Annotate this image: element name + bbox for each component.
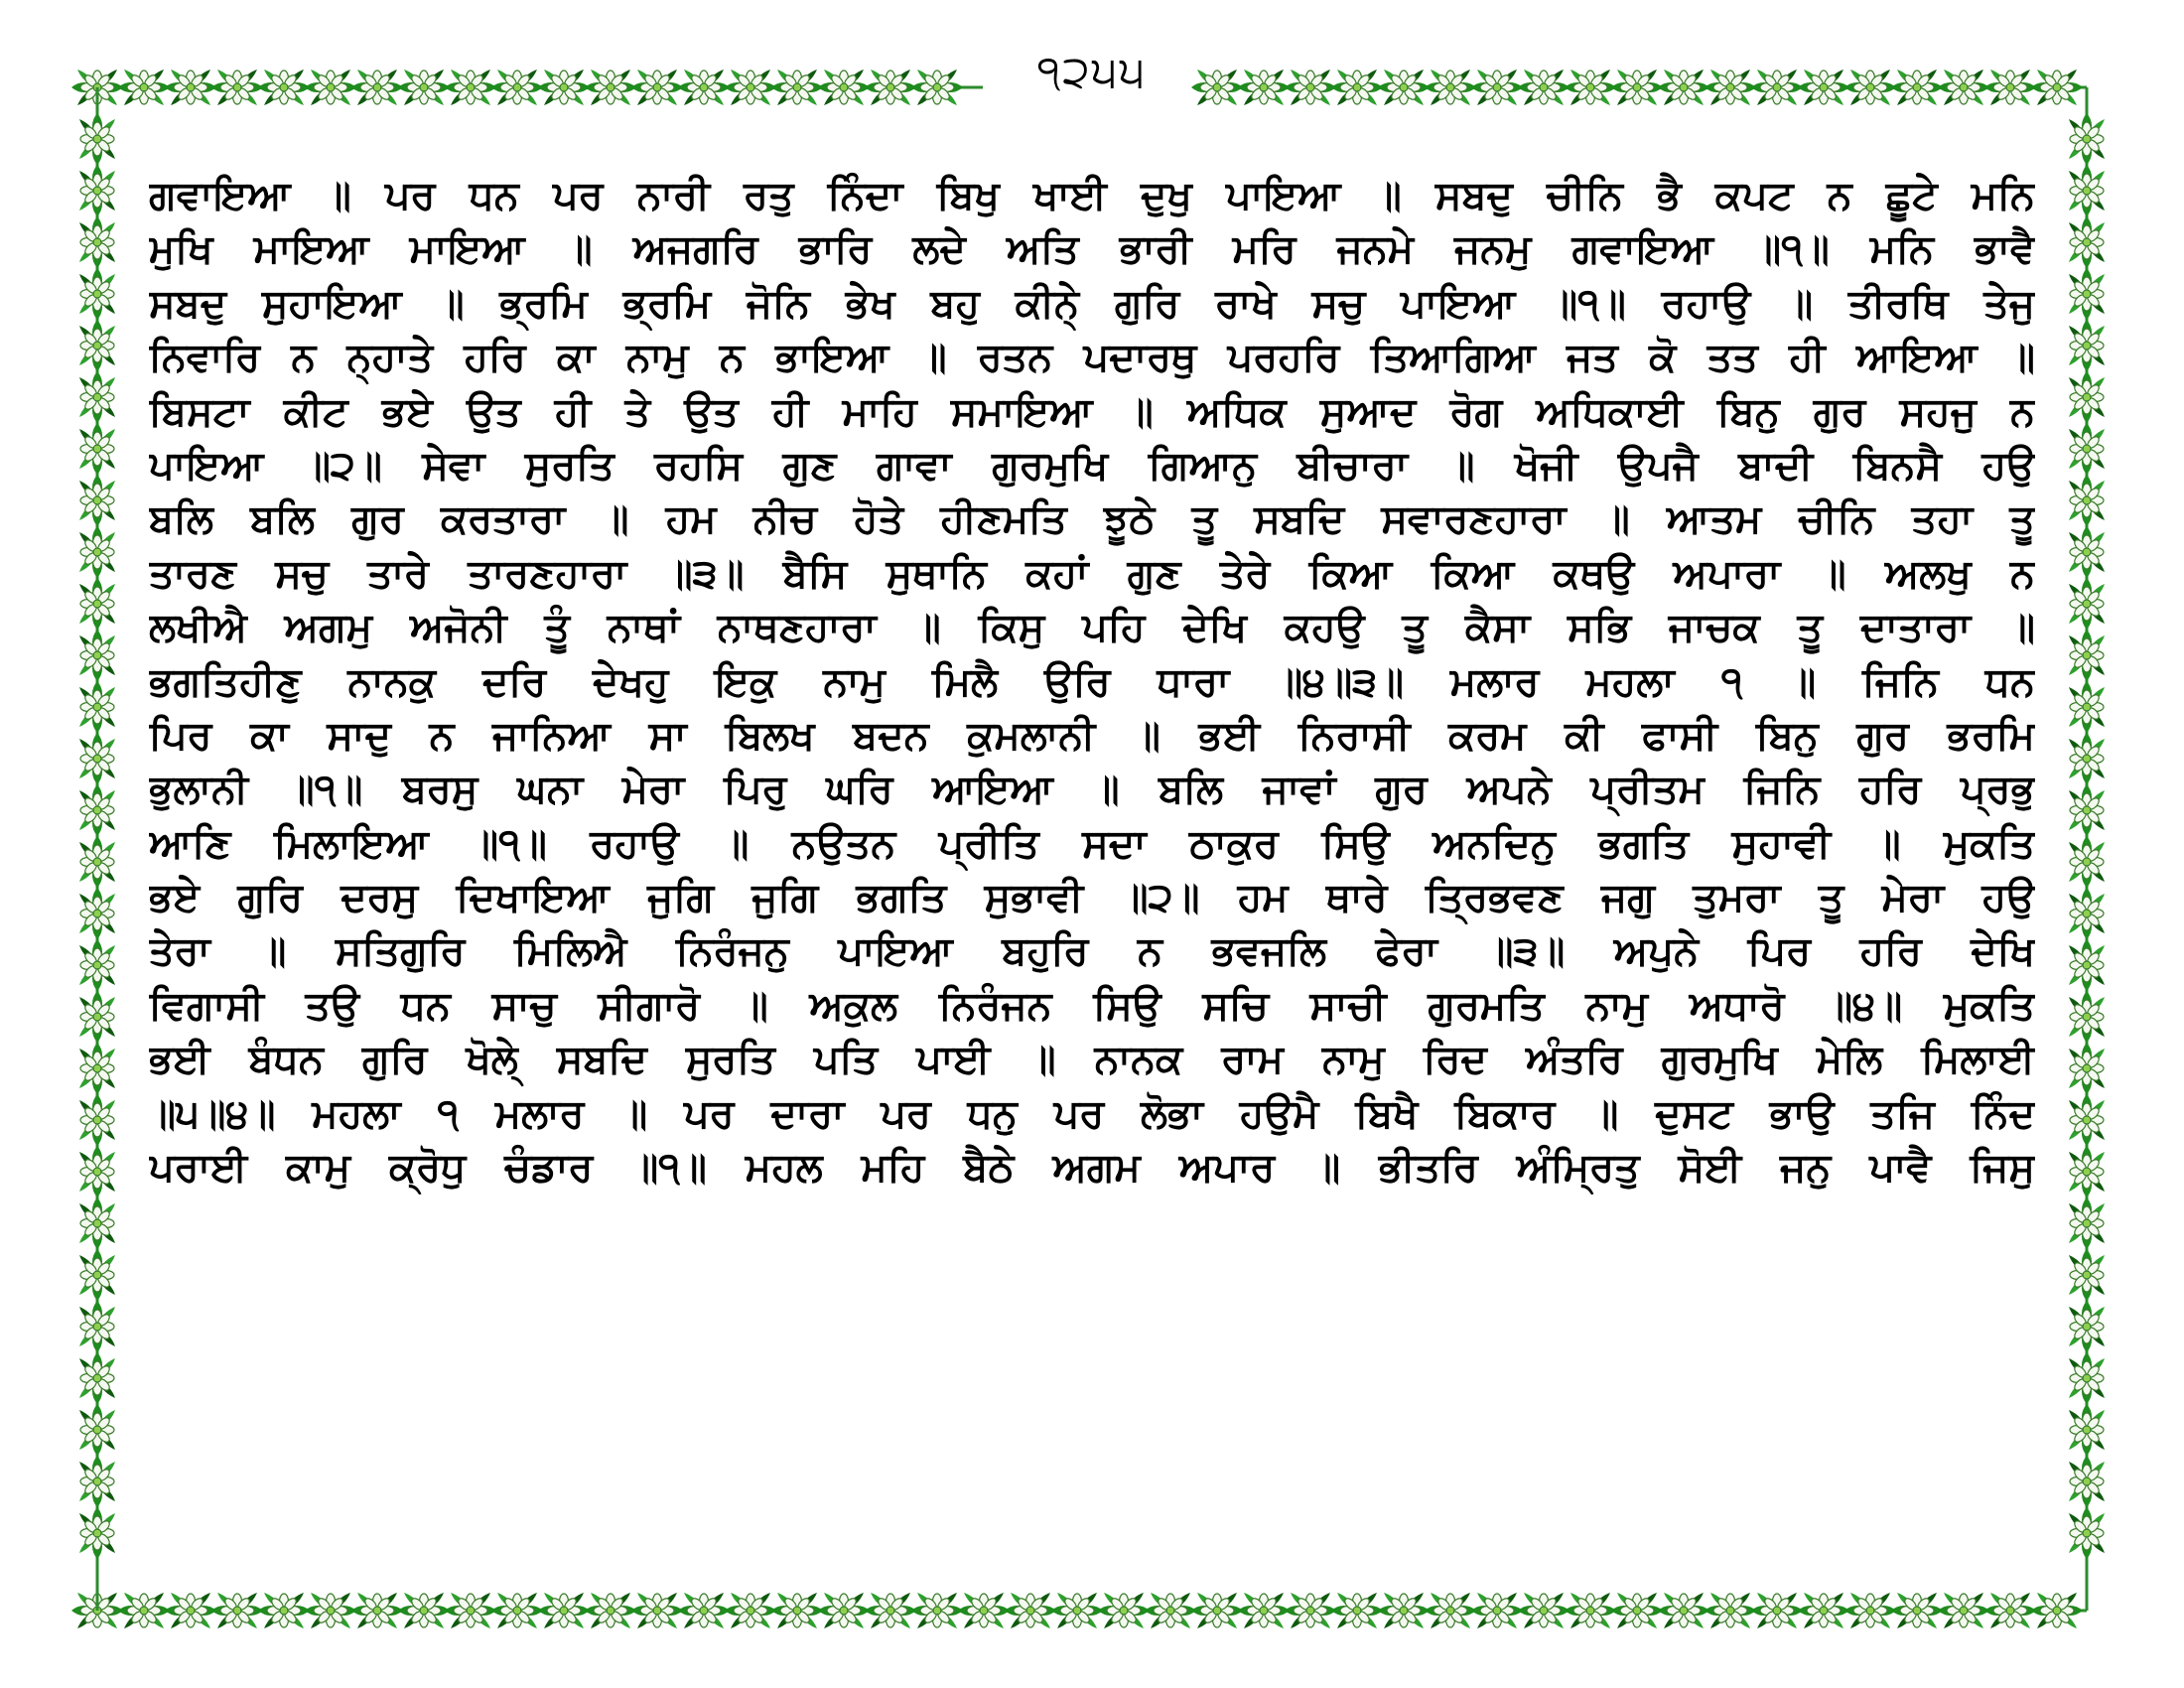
flower-vine-icon bbox=[2069, 1146, 2105, 1197]
flower-vine-icon bbox=[2069, 320, 2105, 371]
flower-vine-icon bbox=[1705, 70, 1756, 105]
flower-vine-icon bbox=[79, 681, 115, 733]
flower-vine-icon bbox=[2069, 1197, 2105, 1249]
verse-line: ਭੁਲਾਨੀ ॥੧॥ ਬਰਸੁ ਘਨਾ ਮੇਰਾ ਪਿਰੁ ਘਰਿ ਆਇਆ ॥ ਬਲਿ ਜਾਵਾਂ ਗੁਰ ਅਪਨੇ ਪ੍ਰੀਤਮ ਜਿਨਿ ਹਰਿ ਪ੍ਰਭੁ bbox=[149, 767, 2035, 813]
flower-vine-icon bbox=[1518, 70, 1570, 105]
flower-vine-icon bbox=[79, 1043, 115, 1094]
flower-vine-icon bbox=[865, 70, 916, 105]
flower-vine-icon bbox=[1798, 70, 1849, 105]
verse-line: ਬਲਿ ਬਲਿ ਗੁਰ ਕਰਤਾਰਾ ॥ ਹਮ ਨੀਚ ਹੋਤੇ ਹੀਣਮਤਿ ਝੂਠੇ ਤੂ ਸਬਦਿ ਸਵਾਰਣਹਾਰਾ ॥ ਆਤਮ ਚੀਨਿ ਤਹਾ ਤੂ bbox=[149, 496, 2035, 543]
flower-vine-icon bbox=[79, 991, 115, 1043]
flower-vine-icon bbox=[491, 70, 543, 105]
flower-vine-icon bbox=[351, 70, 403, 105]
verse-line: ॥੫॥੪॥ ਮਹਲਾ ੧ ਮਲਾਰ ॥ ਪਰ ਦਾਰਾ ਪਰ ਧਨੁ ਪਰ ਲੋਭਾ ਹਉਮੈ ਬਿਖੈ ਬਿਕਾਰ ॥ ਦੁਸਟ ਭਾਉ ਤਜਿ ਨਿੰਦ bbox=[149, 1090, 2035, 1137]
flower-vine-icon bbox=[305, 1593, 356, 1628]
verse-line: ਲਖੀਐ ਅਗਮੁ ਅਜੋਨੀ ਤੂੰ ਨਾਥਾਂ ਨਾਥਣਹਾਰਾ ॥ ਕਿਸੁ ਪਹਿ ਦੇਖਿ ਕਹਉ ਤੂ ਕੈਸਾ ਸਭਿ ਜਾਚਕ ਤੂ ਦਾਤਾਰਾ ॥ bbox=[149, 605, 2035, 651]
flower-vine-icon bbox=[1565, 70, 1616, 105]
flower-vine-icon bbox=[1844, 70, 1896, 105]
flower-vine-icon bbox=[1891, 70, 1943, 105]
flower-vine-icon bbox=[2069, 733, 2105, 784]
flower-vine-icon bbox=[79, 268, 115, 320]
flower-vine-icon bbox=[725, 1593, 776, 1628]
flower-vine-icon bbox=[79, 1352, 115, 1404]
flower-vine-icon bbox=[1518, 1593, 1570, 1628]
flower-vine-icon bbox=[2069, 423, 2105, 475]
flower-vine-icon bbox=[2069, 578, 2105, 630]
flower-vine-icon bbox=[2031, 70, 2083, 105]
flower-vine-icon bbox=[1471, 1593, 1523, 1628]
flower-vine-icon bbox=[1331, 1593, 1383, 1628]
flower-vine-icon bbox=[771, 1593, 823, 1628]
flower-vine-icon bbox=[1658, 70, 1709, 105]
flower-vine-icon bbox=[79, 526, 115, 578]
flower-vine-icon bbox=[1751, 70, 1803, 105]
flower-vine-icon bbox=[2069, 1249, 2105, 1301]
flower-vine-icon bbox=[1285, 1593, 1336, 1628]
flower-vine-icon bbox=[211, 70, 263, 105]
flower-vine-icon bbox=[1378, 1593, 1430, 1628]
flower-vine-icon bbox=[1844, 1593, 1896, 1628]
flower-vine-icon bbox=[1005, 1593, 1056, 1628]
flower-vine-icon bbox=[398, 1593, 450, 1628]
verse-line: ਪਿਰ ਕਾ ਸਾਦੁ ਨ ਜਾਨਿਆ ਸਾ ਬਿਲਖ ਬਦਨ ਕੁਮਲਾਨੀ ॥ ਭਈ ਨਿਰਾਸੀ ਕਰਮ ਕੀ ਫਾਸੀ ਬਿਨੁ ਗੁਰ ਭਰਮਿ bbox=[149, 712, 2035, 759]
flower-vine-icon bbox=[2069, 1043, 2105, 1094]
verse-line: ਭਏ ਗੁਰਿ ਦਰਸੁ ਦਿਖਾਇਆ ਜੁਗਿ ਜੁਗਿ ਭਗਤਿ ਸੁਭਾਵੀ ॥੨॥ ਹਮ ਥਾਰੇ ਤ੍ਰਿਭਵਣ ਜਗੁ ਤੁਮਰਾ ਤੂ ਮੇਰਾ ਹਉ bbox=[149, 875, 2035, 921]
flower-vine-icon bbox=[445, 1593, 496, 1628]
flower-vine-icon bbox=[1238, 70, 1290, 105]
flower-vine-icon bbox=[165, 70, 216, 105]
flower-vine-icon bbox=[79, 1094, 115, 1146]
flower-vine-icon bbox=[1891, 1593, 1943, 1628]
flower-vine-icon bbox=[79, 1301, 115, 1352]
flower-vine-icon bbox=[79, 1404, 115, 1456]
flower-vine-icon bbox=[865, 1593, 916, 1628]
flower-vine-icon bbox=[79, 888, 115, 939]
verse-line: ਤੇਰਾ ॥ ਸਤਿਗੁਰਿ ਮਿਲਿਐ ਨਿਰੰਜਨੁ ਪਾਇਆ ਬਹੁਰਿ ਨ ਭਵਜਲਿ ਫੇਰਾ ॥੩॥ ਅਪੁਨੇ ਪਿਰ ਹਰਿ ਦੇਖਿ bbox=[149, 928, 2035, 975]
border-right bbox=[2069, 87, 2105, 1611]
flower-vine-icon bbox=[1751, 1593, 1803, 1628]
flower-vine-icon bbox=[2069, 784, 2105, 836]
flower-vine-icon bbox=[79, 630, 115, 681]
flower-vine-icon bbox=[771, 70, 823, 105]
flower-vine-icon bbox=[2069, 1094, 2105, 1146]
verse-line: ਤਾਰਣ ਸਚੁ ਤਾਰੇ ਤਾਰਣਹਾਰਾ ॥੩॥ ਬੈਸਿ ਸੁਥਾਨਿ ਕਹਾਂ ਗੁਣ ਤੇਰੇ ਕਿਆ ਕਿਆ ਕਥਉ ਅਪਾਰਾ ॥ ਅਲਖੁ ਨ bbox=[149, 550, 2035, 597]
flower-vine-icon bbox=[538, 70, 590, 105]
flower-vine-icon bbox=[1471, 70, 1523, 105]
flower-vine-icon bbox=[1798, 1593, 1849, 1628]
flower-vine-icon bbox=[79, 475, 115, 526]
flower-vine-icon bbox=[79, 733, 115, 784]
flower-vine-icon bbox=[1938, 1593, 1989, 1628]
flower-vine-icon bbox=[818, 1593, 870, 1628]
flower-vine-icon bbox=[2069, 888, 2105, 939]
flower-vine-icon bbox=[2069, 1352, 2105, 1404]
flower-vine-icon bbox=[2069, 113, 2105, 165]
flower-vine-icon bbox=[79, 578, 115, 630]
flower-vine-icon bbox=[725, 70, 776, 105]
flower-vine-icon bbox=[631, 1593, 683, 1628]
flower-vine-icon bbox=[79, 836, 115, 888]
flower-vine-icon bbox=[2069, 1404, 2105, 1456]
verse-line: ਬਿਸਟਾ ਕੀਟ ਭਏ ਉਤ ਹੀ ਤੇ ਉਤ ਹੀ ਮਾਹਿ ਸਮਾਇਆ ॥ ਅਧਿਕ ਸੁਆਦ ਰੋਗ ਅਧਿਕਾਈ ਬਿਨੁ ਗੁਰ ਸਹਜੁ ਨ bbox=[149, 388, 2035, 435]
flower-vine-icon bbox=[2069, 526, 2105, 578]
verse-line: ਵਿਗਾਸੀ ਤਉ ਧਨ ਸਾਚੁ ਸੀਗਾਰੋ ॥ ਅਕੁਲ ਨਿਰੰਜਨ ਸਿਉ ਸਚਿ ਸਾਚੀ ਗੁਰਮਤਿ ਨਾਮੁ ਅਧਾਰੋ ॥੪॥ ਮੁਕਤਿ bbox=[149, 982, 2035, 1029]
flower-vine-icon bbox=[1565, 1593, 1616, 1628]
flower-vine-icon bbox=[118, 1593, 170, 1628]
flower-vine-icon bbox=[2069, 268, 2105, 320]
flower-vine-icon bbox=[585, 70, 636, 105]
flower-vine-icon bbox=[398, 70, 450, 105]
flower-vine-icon bbox=[2031, 1593, 2083, 1628]
flower-vine-icon bbox=[491, 1593, 543, 1628]
flower-vine-icon bbox=[2069, 475, 2105, 526]
flower-vine-icon bbox=[351, 1593, 403, 1628]
flower-vine-icon bbox=[911, 1593, 963, 1628]
flower-vine-icon bbox=[258, 70, 310, 105]
flower-vine-icon bbox=[1984, 70, 2036, 105]
flower-vine-icon bbox=[445, 70, 496, 105]
flower-vine-icon bbox=[79, 1197, 115, 1249]
flower-vine-icon bbox=[1285, 70, 1336, 105]
flower-vine-icon bbox=[2069, 216, 2105, 268]
flower-vine-icon bbox=[1611, 70, 1663, 105]
page-number: ੧੨੫੫ bbox=[993, 36, 1191, 109]
flower-vine-icon bbox=[1705, 1593, 1756, 1628]
flower-vine-icon bbox=[1098, 1593, 1150, 1628]
flower-vine-icon bbox=[79, 784, 115, 836]
flower-vine-icon bbox=[1611, 1593, 1663, 1628]
verse-line: ਭਗਤਿਹੀਣੁ ਨਾਨਕੁ ਦਰਿ ਦੇਖਹੁ ਇਕੁ ਨਾਮੁ ਮਿਲੈ ਉਰਿ ਧਾਰਾ ॥੪॥੩॥ ਮਲਾਰ ਮਹਲਾ ੧ ॥ ਜਿਨਿ ਧਨ bbox=[149, 658, 2035, 705]
flower-vine-icon bbox=[1191, 1593, 1243, 1628]
verse-line: ਆਣਿ ਮਿਲਾਇਆ ॥੧॥ ਰਹਾਉ ॥ ਨਉਤਨ ਪ੍ਰੀਤਿ ਸਦਾ ਠਾਕੁਰ ਸਿਉ ਅਨਦਿਨੁ ਭਗਤਿ ਸੁਹਾਵੀ ॥ ਮੁਕਤਿ bbox=[149, 820, 2035, 867]
flower-vine-icon bbox=[1658, 1593, 1709, 1628]
flower-vine-icon bbox=[79, 1507, 115, 1559]
flower-vine-icon bbox=[2069, 836, 2105, 888]
flower-vine-icon bbox=[79, 216, 115, 268]
flower-vine-icon bbox=[118, 70, 170, 105]
flower-vine-icon bbox=[585, 1593, 636, 1628]
flower-vine-icon bbox=[538, 1593, 590, 1628]
verse-line: ਨਿਵਾਰਿ ਨ ਨ੍ਹਾਤੇ ਹਰਿ ਕਾ ਨਾਮੁ ਨ ਭਾਇਆ ॥ ਰਤਨ ਪਦਾਰਥੁ ਪਰਹਰਿ ਤਿਆਗਿਆ ਜਤ ਕੋ ਤਤ ਹੀ ਆਇਆ ॥ bbox=[149, 335, 2035, 381]
flower-vine-icon bbox=[2069, 991, 2105, 1043]
flower-vine-icon bbox=[1378, 70, 1430, 105]
verse-line: ਮੁਖਿ ਮਾਇਆ ਮਾਇਆ ॥ ਅਜਗਰਿ ਭਾਰਿ ਲਦੇ ਅਤਿ ਭਾਰੀ ਮਰਿ ਜਨਮੇ ਜਨਮੁ ਗਵਾਇਆ ॥੧॥ ਮਨਿ ਭਾਵੈ bbox=[149, 226, 2035, 273]
flower-vine-icon bbox=[1425, 70, 1476, 105]
flower-vine-icon bbox=[2069, 371, 2105, 423]
flower-vine-icon bbox=[79, 1146, 115, 1197]
flower-vine-icon bbox=[2069, 1507, 2105, 1559]
flower-vine-icon bbox=[1331, 70, 1383, 105]
flower-vine-icon bbox=[678, 70, 730, 105]
flower-vine-icon bbox=[1938, 70, 1989, 105]
flower-vine-icon bbox=[1051, 1593, 1103, 1628]
verse-line: ਪਾਇਆ ॥੨॥ ਸੇਵਾ ਸੁਰਤਿ ਰਹਸਿ ਗੁਣ ਗਾਵਾ ਗੁਰਮੁਖਿ ਗਿਆਨੁ ਬੀਚਾਰਾ ॥ ਖੋਜੀ ਉਪਜੈ ਬਾਦੀ ਬਿਨਸੈ ਹਉ bbox=[149, 442, 2035, 489]
flower-vine-icon bbox=[678, 1593, 730, 1628]
flower-vine-icon bbox=[1191, 70, 1243, 105]
flower-vine-icon bbox=[79, 1456, 115, 1507]
flower-vine-icon bbox=[1238, 1593, 1290, 1628]
flower-vine-icon bbox=[911, 70, 963, 105]
flower-vine-icon bbox=[79, 423, 115, 475]
border-left bbox=[79, 87, 115, 1611]
flower-vine-icon bbox=[79, 939, 115, 991]
border-bottom bbox=[71, 1593, 2087, 1628]
verse-line: ਭਈ ਬੰਧਨ ਗੁਰਿ ਖੋਲੇ੍ ਸਬਦਿ ਸੁਰਤਿ ਪਤਿ ਪਾਈ ॥ ਨਾਨਕ ਰਾਮ ਨਾਮੁ ਰਿਦ ਅੰਤਰਿ ਗੁਰਮੁਖਿ ਮੇਲਿ ਮਿਲਾਈ bbox=[149, 1037, 2035, 1083]
flower-vine-icon bbox=[79, 113, 115, 165]
flower-vine-icon bbox=[631, 70, 683, 105]
flower-vine-icon bbox=[2069, 1301, 2105, 1352]
flower-vine-icon bbox=[165, 1593, 216, 1628]
flower-vine-icon bbox=[2069, 630, 2105, 681]
flower-vine-icon bbox=[958, 1593, 1010, 1628]
flower-vine-icon bbox=[818, 70, 870, 105]
flower-vine-icon bbox=[258, 1593, 310, 1628]
flower-vine-icon bbox=[2069, 1456, 2105, 1507]
flower-vine-icon bbox=[305, 70, 356, 105]
verse-line: ਗਵਾਇਆ ॥ ਪਰ ਧਨ ਪਰ ਨਾਰੀ ਰਤੁ ਨਿੰਦਾ ਬਿਖੁ ਖਾਈ ਦੁਖੁ ਪਾਇਆ ॥ ਸਬਦੁ ਚੀਨਿ ਭੈ ਕਪਟ ਨ ਛੂਟੇ ਮਨਿ bbox=[149, 173, 2035, 218]
verse-line: ਸਬਦੁ ਸੁਹਾਇਆ ॥ ਭ੍ਰਮਿ ਭ੍ਰਮਿ ਜੋਨਿ ਭੇਖ ਬਹੁ ਕੀਨੇ੍ ਗੁਰਿ ਰਾਖੇ ਸਚੁ ਪਾਇਆ ॥੧॥ ਰਹਾਉ ॥ ਤੀਰਥਿ ਤੇਜੁ bbox=[149, 280, 2035, 327]
flower-vine-icon bbox=[2069, 165, 2105, 216]
scripture-text bbox=[149, 169, 2035, 1539]
flower-vine-icon bbox=[1425, 1593, 1476, 1628]
flower-vine-icon bbox=[211, 1593, 263, 1628]
verse-line: ਪਰਾਈ ਕਾਮੁ ਕ੍ਰੋਧੁ ਚੰਡਾਰ ॥੧॥ ਮਹਲ ਮਹਿ ਬੈਠੇ ਅਗਮ ਅਪਾਰ ॥ ਭੀਤਰਿ ਅੰਮ੍ਰਿਤੁ ਸੋਈ ਜਨੁ ਪਾਵੈ ਜਿਸੁ bbox=[149, 1145, 2035, 1192]
flower-vine-icon bbox=[79, 371, 115, 423]
flower-vine-icon bbox=[1145, 1593, 1196, 1628]
flower-vine-icon bbox=[79, 320, 115, 371]
flower-vine-icon bbox=[1984, 1593, 2036, 1628]
flower-vine-icon bbox=[79, 165, 115, 216]
flower-vine-icon bbox=[2069, 681, 2105, 733]
flower-vine-icon bbox=[79, 1249, 115, 1301]
flower-vine-icon bbox=[2069, 939, 2105, 991]
